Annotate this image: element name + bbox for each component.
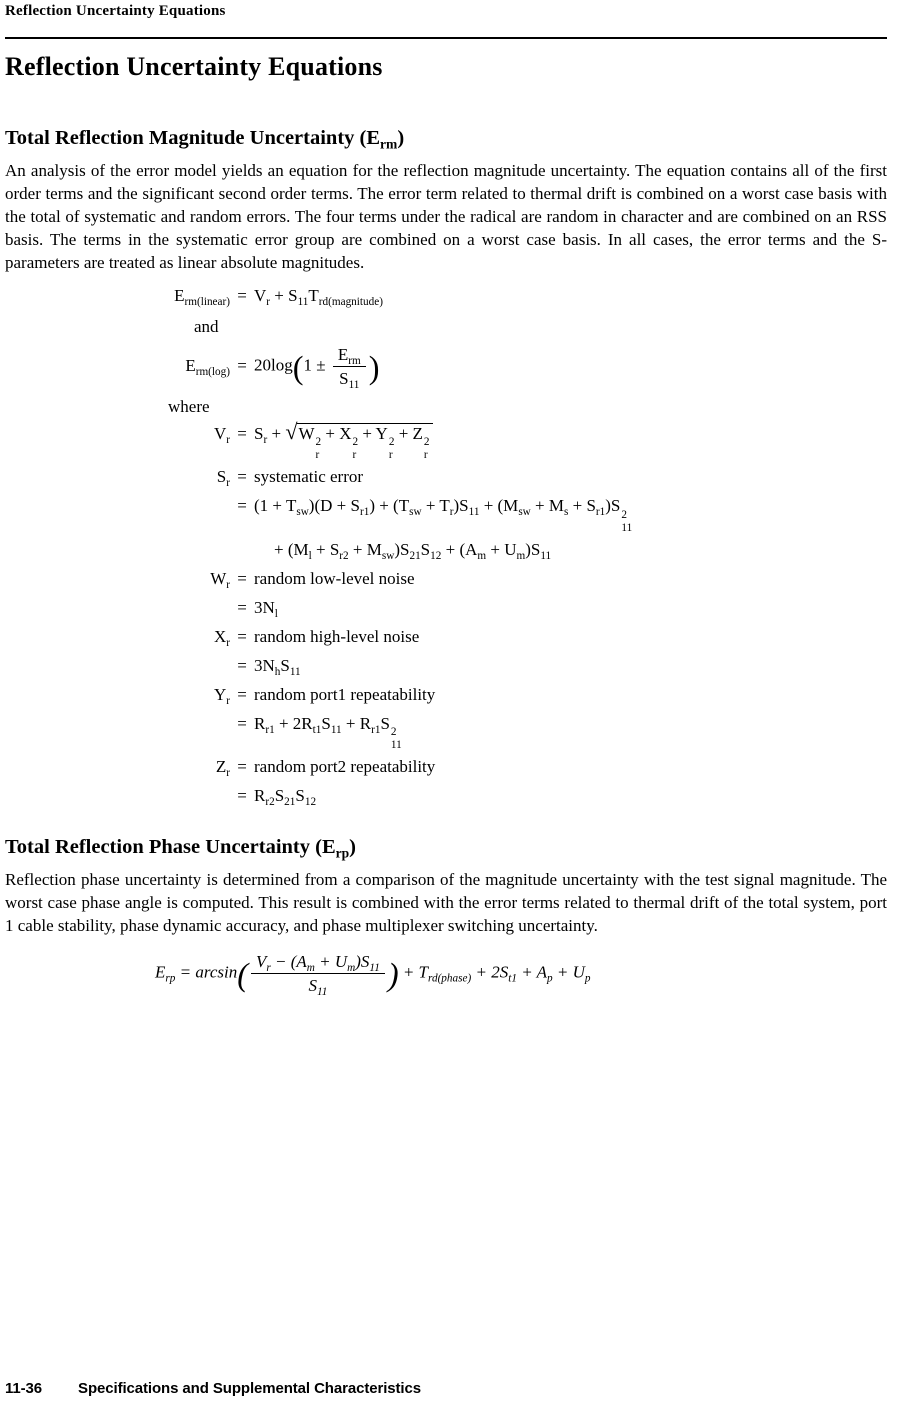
equals-sign: = — [237, 467, 247, 486]
equation-lhs: $Z_r$ — [215, 757, 230, 779]
equals-sign: = — [237, 286, 247, 305]
equation-lhs: $W_r$ — [210, 568, 230, 591]
equation-rhs: + $(M_l + S_{r2} + M_{sw})S_{21}S_{12} + (A_m + U_m)S_{11}$ — [274, 539, 552, 562]
equals-sign: = — [237, 655, 247, 675]
equals-sign: = — [237, 568, 247, 588]
equation-rhs: $V_r + S_{11}T_{rd(magnitude)}$ — [254, 286, 383, 308]
equation-rhs: random high-level noise — [254, 626, 420, 646]
equation-line — [5, 685, 887, 709]
equals-sign: = — [237, 684, 247, 704]
footer-page-number: 11-36 — [5, 1380, 43, 1397]
equals-sign: = — [237, 713, 247, 733]
equals-sign: = — [237, 496, 247, 515]
equation-lhs: $E_{rm(log)}$ — [185, 355, 230, 378]
body-paragraph-magnitude: An analysis of the error model yields an equation for the reflection magnitude uncertainty. The equation contains all of the first order terms and the significant second order terms. The error term related to thermal drift is combined on a worst case basis with the total of systematic and random errors. The four terms under the radical are random in character and are combined on an RSS basis. The terms in the systematic error group are combined on a worst case basis. In all cases, the error terms and the S-parameters are treated as linear absolute magnitudes. — [5, 161, 887, 272]
equation-line — [5, 786, 887, 810]
page-title: Reflection Uncertainty Equations — [5, 52, 383, 81]
body-paragraph-phase: Reflection phase uncertainty is determined from a comparison of the magnitude uncertainty with the test signal magnitude. The worst case phase angle is computed. This result is combined with the error terms related to thermal drift of the total system, port 1 cable stability, phase dynamic accuracy, and phase multiplexer switching uncertainty. — [5, 870, 887, 935]
equation-rhs: random port2 repeatability — [254, 757, 436, 776]
equation-block-magnitude — [5, 286, 887, 810]
equals-sign: = — [237, 757, 247, 776]
equation-lhs: $E_{rm(linear)}$ — [174, 286, 230, 308]
equation-line — [5, 286, 887, 310]
equation-line — [5, 627, 887, 651]
equation-line — [5, 757, 887, 781]
equation-rhs: systematic error — [254, 467, 364, 486]
equation-line: where — [168, 396, 210, 416]
equation-line — [5, 714, 887, 753]
equation-rhs: random low-level noise — [254, 568, 415, 588]
equation-lhs: $V_r$ — [213, 423, 230, 446]
equation-rhs: random port1 repeatability — [254, 684, 436, 704]
equation-line — [5, 569, 887, 593]
section-magnitude-uncertainty — [5, 127, 887, 810]
equation-line — [5, 598, 887, 622]
equals-sign: = — [237, 423, 247, 443]
equals-sign: = — [237, 626, 247, 646]
footer — [5, 1380, 421, 1397]
equation-block-phase — [5, 951, 887, 997]
equation-rhs: $R_{r2}S_{21}S_{12}$ — [254, 786, 317, 808]
equation-lhs: $S_r$ — [216, 467, 230, 489]
equation-lhs: $X_r$ — [213, 626, 230, 649]
section-heading-magnitude: Total Reflection Magnitude Uncertainty $(E_{rm})$ — [5, 127, 405, 152]
footer-title: Specifications and Supplemental Characteristics — [78, 1380, 421, 1397]
running-header: Reflection Uncertainty Equations — [5, 3, 226, 19]
fraction: $\frac{E_{rm}}{S_{11}}$ — [333, 344, 366, 390]
section-phase-uncertainty — [5, 836, 887, 997]
equals-sign: = — [237, 355, 247, 375]
equals-sign: = — [237, 597, 247, 617]
equation-rhs: $3N_hS_{11}$ — [254, 655, 301, 678]
equation-line: and — [194, 317, 219, 336]
equation-rhs: $S_r + √W$ 2 r + X 2 r + Y 2 r + Z 2 r — [254, 424, 887, 463]
equation-line — [5, 418, 887, 463]
fraction: $\frac{V_r - (A_m + U_m)S_{11}}{S_{11}}$ — [251, 951, 385, 997]
section-heading-phase: Total Reflection Phase Uncertainty $(E_{rp})$ — [5, 836, 356, 861]
radical-sign: √W 2 r + X 2 r + Y 2 r + Z 2 r — [285, 424, 432, 443]
equation-rhs: $R_{r1} + 2R_{t1}S_{11} + R_{r1}S$ 2 11 — [254, 713, 402, 752]
header-rule — [5, 37, 887, 39]
equation-rhs: 20log(1 ± $\frac{E_{rm}}{S_{11}}$ ) — [254, 345, 380, 392]
equation-line — [5, 344, 887, 390]
equation-line — [5, 540, 887, 564]
equation-line — [5, 496, 887, 535]
equation-line — [5, 467, 887, 491]
equation-rhs: $3N_l$ — [254, 597, 278, 620]
equation-rhs: $(1 + T_{sw})(D + S_{r1}) + (T_{sw} + T_r)S_{11} + (M_{sw} + M_s + S_{r1})S$ 2 11 — [254, 496, 633, 534]
equation-line: $E_{rp} = \arcsin$( $\frac{V_r - (A_m + U_m)S_{11}}{S_{11}}$ ) + $T_{rd(phase)} + 2S_{t1} + A_p + U_p$ — [155, 952, 591, 999]
equals-sign: = — [237, 786, 247, 805]
equation-line — [5, 656, 887, 680]
equation-lhs: $Y_r$ — [213, 684, 230, 707]
